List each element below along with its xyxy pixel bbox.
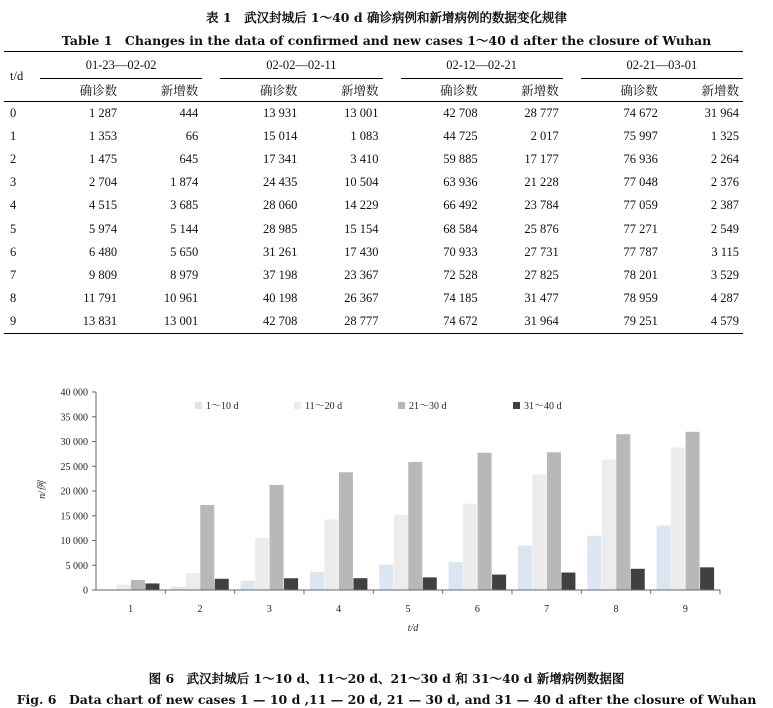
table-cell: 14 229 — [301, 194, 382, 217]
table-cell: 5 974 — [40, 217, 121, 240]
y-tick-label: 40 000 — [61, 388, 89, 399]
legend-label: 1～10 d — [206, 401, 239, 412]
x-tick-label: 4 — [336, 604, 341, 615]
x-tick-label: 3 — [267, 604, 272, 615]
table-cell: 78 201 — [581, 264, 662, 287]
bar — [423, 577, 437, 590]
table-cell: 4 579 — [662, 310, 743, 334]
y-axis-label: n/例 — [36, 479, 48, 499]
group-header: 01-23—02-02 — [40, 52, 202, 79]
table-cell: 31 477 — [482, 287, 563, 310]
table-cell: 23 367 — [301, 264, 382, 287]
table-cell: 79 251 — [581, 310, 662, 334]
group-header: 02-12—02-21 — [401, 52, 563, 79]
bar — [131, 580, 145, 590]
table-cell: 70 933 — [401, 241, 482, 264]
legend-label: 11～20 d — [305, 401, 342, 412]
bar — [284, 578, 298, 590]
figure-caption-en: Fig. 6 Data chart of new cases 1 — 10 d ,11 — 20 d, 21 — 30 d, and 31 — 40 d after the closure of Wuhan — [0, 690, 773, 708]
x-tick-label: 2 — [198, 604, 203, 615]
bar — [339, 472, 353, 590]
t-cell: 6 — [4, 241, 40, 264]
table-cell: 8 979 — [121, 264, 202, 287]
legend-swatch — [294, 402, 301, 409]
y-tick-label: 20 000 — [61, 487, 89, 498]
table-cell: 42 708 — [401, 102, 482, 126]
bar — [408, 462, 422, 590]
table-cell: 37 198 — [220, 264, 301, 287]
bar — [547, 452, 561, 590]
table-cell: 13 001 — [121, 310, 202, 334]
legend-label: 21～30 d — [409, 401, 447, 412]
table-cell: 31 964 — [662, 102, 743, 126]
table-cell: 645 — [121, 148, 202, 171]
bar — [671, 448, 685, 590]
t-cell: 7 — [4, 264, 40, 287]
sub-header: 新增数 — [662, 79, 743, 102]
y-axis — [61, 388, 97, 597]
table-row — [4, 148, 743, 171]
table-cell: 1 353 — [40, 125, 121, 148]
bar — [241, 581, 255, 590]
table-row — [4, 217, 743, 240]
t-cell: 5 — [4, 217, 40, 240]
table-cell: 75 997 — [581, 125, 662, 148]
bar — [394, 515, 408, 590]
sub-header: 新增数 — [301, 79, 382, 102]
table-cell: 44 725 — [401, 125, 482, 148]
sub-header: 确诊数 — [581, 79, 662, 102]
bar — [255, 538, 269, 590]
table-cell: 4 515 — [40, 194, 121, 217]
table-cell: 9 809 — [40, 264, 121, 287]
table-cell: 74 672 — [581, 102, 662, 126]
table-cell: 2 017 — [482, 125, 563, 148]
table-cell: 21 228 — [482, 171, 563, 194]
table-cell: 68 584 — [401, 217, 482, 240]
table-cell: 28 985 — [220, 217, 301, 240]
y-tick-label: 30 000 — [61, 437, 89, 448]
table-cell: 4 287 — [662, 287, 743, 310]
table-row — [4, 102, 743, 126]
table-cell: 13 831 — [40, 310, 121, 334]
y-tick-label: 5 000 — [66, 561, 89, 572]
table-cell: 27 731 — [482, 241, 563, 264]
table-cell: 31 261 — [220, 241, 301, 264]
t-header: t/d — [4, 52, 40, 102]
bar — [700, 567, 714, 590]
x-axis — [96, 590, 720, 615]
table-cell: 66 492 — [401, 194, 482, 217]
table-cell: 1 325 — [662, 125, 743, 148]
table-cell: 13 001 — [301, 102, 382, 126]
table-cell: 66 — [121, 125, 202, 148]
group-header: 02-02—02-11 — [220, 52, 382, 79]
legend-swatch — [398, 402, 405, 409]
x-tick-label: 1 — [128, 604, 133, 615]
t-cell: 9 — [4, 310, 40, 334]
t-cell: 0 — [4, 102, 40, 126]
bar — [602, 459, 616, 590]
table-cell: 2 387 — [662, 194, 743, 217]
sub-header: 新增数 — [121, 79, 202, 102]
table-cell: 5 144 — [121, 217, 202, 240]
bar — [518, 546, 532, 590]
table-caption-en: Table 1 Changes in the data of confirmed and new cases 1～40 d after the closure of Wuhan — [0, 31, 773, 49]
legend-swatch — [513, 402, 520, 409]
table-cell: 17 430 — [301, 241, 382, 264]
bar — [353, 578, 367, 590]
table-row — [4, 171, 743, 194]
table-cell: 74 672 — [401, 310, 482, 334]
table-cell: 6 480 — [40, 241, 121, 264]
x-tick-label: 6 — [475, 604, 480, 615]
t-cell: 2 — [4, 148, 40, 171]
table-cell: 17 341 — [220, 148, 301, 171]
table-cell: 40 198 — [220, 287, 301, 310]
table-cell: 77 059 — [581, 194, 662, 217]
table-cell: 2 549 — [662, 217, 743, 240]
table-cell: 28 777 — [301, 310, 382, 334]
bar — [145, 583, 159, 590]
bar — [616, 434, 630, 590]
table-cell: 2 376 — [662, 171, 743, 194]
legend-swatch — [195, 402, 202, 409]
table-cell: 17 177 — [482, 148, 563, 171]
table-cell: 23 784 — [482, 194, 563, 217]
table-cell: 15 014 — [220, 125, 301, 148]
y-tick-label: 0 — [83, 586, 88, 597]
bar — [631, 569, 645, 590]
sub-header: 确诊数 — [220, 79, 301, 102]
table-cell: 2 264 — [662, 148, 743, 171]
table-cell: 77 787 — [581, 241, 662, 264]
table-cell: 3 115 — [662, 241, 743, 264]
table-cell: 3 410 — [301, 148, 382, 171]
bar — [561, 573, 575, 590]
bar — [657, 526, 671, 590]
table-cell: 10 961 — [121, 287, 202, 310]
table-cell: 11 791 — [40, 287, 121, 310]
table-cell: 1 874 — [121, 171, 202, 194]
table-cell: 1 475 — [40, 148, 121, 171]
bar — [200, 505, 214, 590]
bar — [324, 520, 338, 590]
table-row — [4, 264, 743, 287]
t-cell: 1 — [4, 125, 40, 148]
table-row — [4, 194, 743, 217]
sub-header: 确诊数 — [40, 79, 121, 102]
x-axis-label: t/d — [408, 623, 420, 634]
table-cell: 42 708 — [220, 310, 301, 334]
table-row — [4, 125, 743, 148]
table-cell: 2 704 — [40, 171, 121, 194]
table-cell: 77 271 — [581, 217, 662, 240]
table-cell: 1 083 — [301, 125, 382, 148]
y-tick-label: 15 000 — [61, 511, 89, 522]
table-row — [4, 241, 743, 264]
bar — [478, 453, 492, 590]
t-cell: 3 — [4, 171, 40, 194]
sub-header: 确诊数 — [401, 79, 482, 102]
figure-caption-cn: 图 6 武汉封城后 1～10 d、11～20 d、21～30 d 和 31～40 d 新增病例数据图 — [0, 669, 773, 687]
bar-chart — [0, 380, 773, 648]
bar — [532, 474, 546, 590]
table-cell: 72 528 — [401, 264, 482, 287]
bar — [116, 585, 130, 590]
x-tick-label: 5 — [406, 604, 411, 615]
table-cell: 25 876 — [482, 217, 563, 240]
bar — [270, 485, 284, 590]
bar — [463, 504, 477, 590]
t-cell: 8 — [4, 287, 40, 310]
table-cell: 10 504 — [301, 171, 382, 194]
table-cell: 28 777 — [482, 102, 563, 126]
table-cell: 77 048 — [581, 171, 662, 194]
y-tick-label: 10 000 — [61, 536, 89, 547]
y-tick-label: 25 000 — [61, 462, 89, 473]
table-row — [4, 310, 743, 334]
table-cell: 444 — [121, 102, 202, 126]
bar — [449, 562, 463, 590]
table-cell: 26 367 — [301, 287, 382, 310]
table-cell: 3 529 — [662, 264, 743, 287]
table-cell: 5 650 — [121, 241, 202, 264]
table-cell: 74 185 — [401, 287, 482, 310]
table-cell: 78 959 — [581, 287, 662, 310]
group-header: 02-21—03-01 — [581, 52, 743, 79]
table-caption-cn: 表 1 武汉封城后 1～40 d 确诊病例和新增病例的数据变化规律 — [0, 8, 773, 26]
x-tick-label: 9 — [683, 604, 688, 615]
bar — [310, 572, 324, 590]
bar — [186, 573, 200, 590]
table-cell: 13 931 — [220, 102, 301, 126]
sub-header: 新增数 — [482, 79, 563, 102]
table-cell: 24 435 — [220, 171, 301, 194]
table-row — [4, 287, 743, 310]
table-cell: 63 936 — [401, 171, 482, 194]
legend — [195, 401, 562, 412]
legend-label: 31～40 d — [524, 401, 562, 412]
table-cell: 3 685 — [121, 194, 202, 217]
bar — [492, 575, 506, 590]
table-cell: 76 936 — [581, 148, 662, 171]
bar — [686, 432, 700, 590]
bar — [215, 579, 229, 590]
table-cell: 59 885 — [401, 148, 482, 171]
data-table — [4, 51, 743, 334]
bar — [587, 536, 601, 590]
t-cell: 4 — [4, 194, 40, 217]
x-tick-label: 8 — [614, 604, 619, 615]
table-cell: 1 287 — [40, 102, 121, 126]
table-cell: 15 154 — [301, 217, 382, 240]
bars — [102, 432, 714, 590]
y-tick-label: 35 000 — [61, 412, 89, 423]
bar — [379, 565, 393, 590]
table-cell: 27 825 — [482, 264, 563, 287]
x-tick-label: 7 — [544, 604, 549, 615]
table-cell: 28 060 — [220, 194, 301, 217]
table-cell: 31 964 — [482, 310, 563, 334]
